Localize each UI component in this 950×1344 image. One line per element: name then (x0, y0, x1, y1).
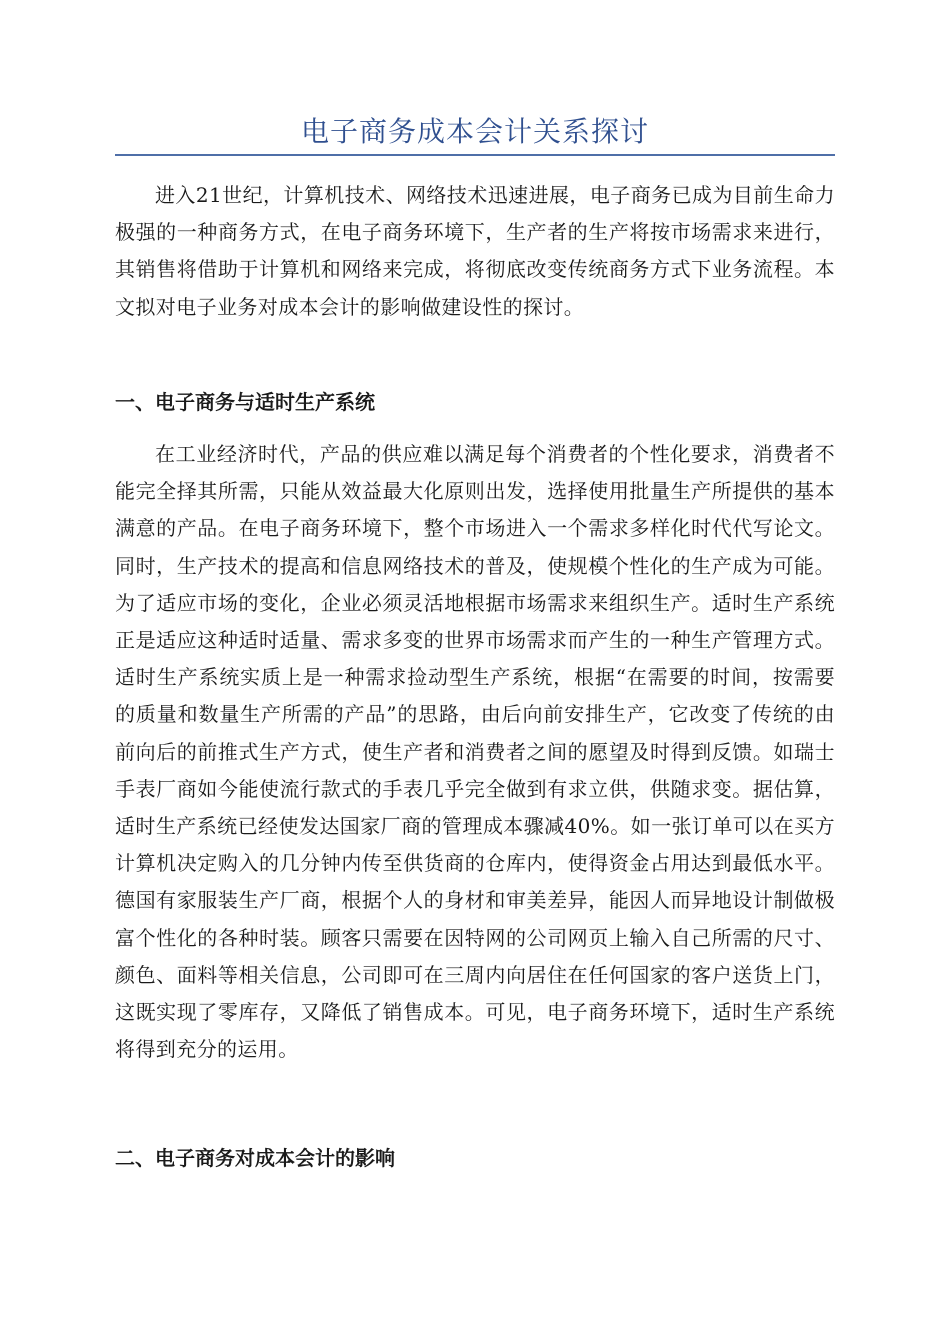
section-heading-1: 一、电子商务与适时生产系统 (115, 390, 375, 414)
document-title: 电子商务成本会计关系探讨 (300, 115, 649, 148)
section-1-paragraph: 在工业经济时代，产品的供应难以满足每个消费者的个性化要求，消费者不能完全择其所需，只能从效益最大化原则出发，选择使用批量生产所提供的基本满意的产品。在电子商务环境下，整个市场进入一个需求多样化时代代写论文。同时，生产技术的提高和信息网络技术的普及，使规模个性化的生产成为可能。为了适应市场的变化，企业必须灵活地根据市场需求来组织生产。适时生产系统正是适应这种适时适量、需求多变的世界市场需求而产生的一种生产管理方式。适时生产系统实质上是一种需求捡动型生产系统，根据“在需要的时间，按需要的质量和数量生产所需的产品”的思路，由后向前安排生产，它改变了传统的由前向后的前推式生产方式，使生产者和消费者之间的愿望及时得到反馈。如瑞士手表厂商如今能使流行款式的手表几乎完全做到有求立供，供随求变。据估算，适时生产系统已经使发达国家厂商的管理成本骤减40%。如一张订单可以在买方计算机决定购入的几分钟内传至供货商的仓库内，使得资金占用达到最低水平。德国有家服装生产厂商，根据个人的身材和审美差异，能因人而异地设计制做极富个性化的各种时装。顾客只需要在因特网的公司网页上输入自己所需的尺寸、颜色、面料等相关信息，公司即可在三周内向居住在任何国家的客户送货上门，这既实现了零库存，又降低了销售成本。可见，电子商务环境下，适时生产系统将得到充分的运用。 (115, 442, 835, 1062)
section-heading-2: 二、电子商务对成本会计的影响 (115, 1146, 395, 1170)
title-underline (115, 154, 835, 156)
intro-paragraph: 进入21世纪，计算机技术、网络技术迅速进展，电子商务已成为目前生命力极强的一种商务方式，在电子商务环境下，生产者的生产将按市场需求来进行，其销售将借助于计算机和网络来完成，将彻底改变传统商务方式下业务流程。本文拟对电子业务对成本会计的影响做建设性的探讨。 (115, 183, 835, 319)
